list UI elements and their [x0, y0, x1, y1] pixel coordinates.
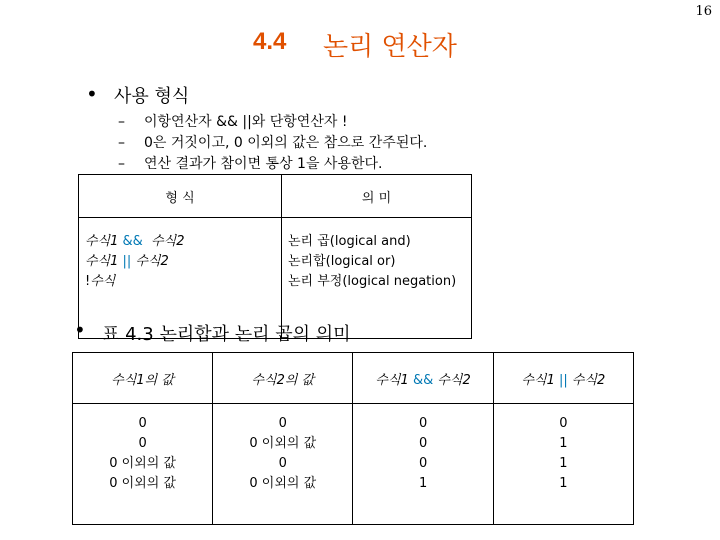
form-not: !수식	[85, 274, 116, 289]
truth-header-and: 수식1 && 수식2	[353, 353, 493, 404]
truth-header-expr1: 수식1의 값	[73, 353, 213, 404]
form-and: 수식1 && 수식2	[85, 234, 185, 249]
meaning-not: 논리 부정(logical negation)	[288, 274, 457, 289]
slide-title	[0, 26, 720, 66]
title-number: 4.4	[253, 28, 287, 55]
truth-col-or: 0 1 1 1	[493, 404, 633, 525]
title-text: 논리 연산자	[323, 32, 457, 62]
table-caption-bullet	[74, 318, 351, 345]
usage-label: 사용 형식	[114, 86, 190, 107]
list-item: – 0은 거짓이고, 0 이외의 값은 참으로 간주된다.	[118, 135, 428, 151]
truth-col-expr2: 0 0 이외의 값 0 0 이외의 값	[213, 404, 353, 525]
table-caption: 표 4.3 논리합과 논리 곱의 의미	[102, 324, 351, 345]
form-or: 수식1 || 수식2	[85, 254, 169, 269]
page-number: 16	[695, 4, 712, 19]
truth-table	[72, 352, 634, 525]
usage-bullet	[86, 82, 190, 107]
meaning-and: 논리 곱(logical and)	[288, 234, 411, 249]
table-header-meaning: 의 미	[282, 175, 472, 218]
truth-header-or: 수식1 || 수식2	[493, 353, 633, 404]
truth-col-and: 0 0 0 1	[353, 404, 493, 525]
list-item: – 연산 결과가 참이면 통상 1을 사용한다.	[118, 156, 383, 172]
meaning-or: 논리합(logical or)	[288, 254, 396, 269]
operator-form-table	[78, 174, 472, 339]
bullet-dot: •	[86, 82, 98, 106]
list-item: – 이항연산자 && ||와 단항연산자 !	[118, 114, 348, 130]
usage-list	[118, 112, 427, 175]
table-header-form: 형 식	[79, 175, 282, 218]
truth-col-expr1: 0 0 0 이외의 값 0 이외의 값	[73, 404, 213, 525]
bullet-dot: •	[74, 318, 86, 342]
truth-header-expr2: 수식2의 값	[213, 353, 353, 404]
